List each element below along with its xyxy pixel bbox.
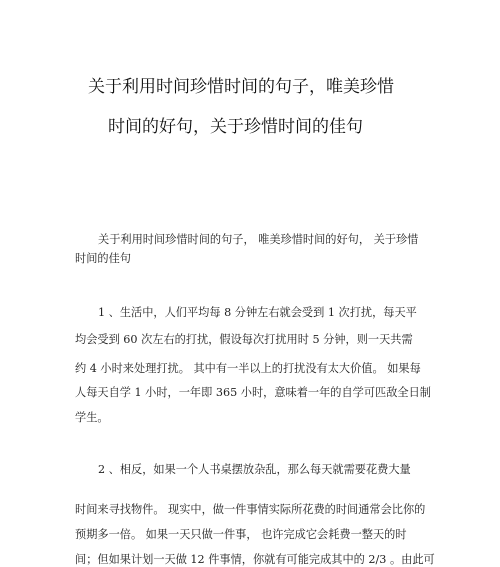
paragraph-1-line-3: 约 4 小时来处理打扰。 其中有一半以上的打扰没有太大价值。 如果每 bbox=[75, 362, 421, 375]
intro-line-1: 关于利用时间珍惜时间的句子， 唯美珍惜时间的好句， 关于珍惜 bbox=[98, 233, 419, 246]
document-title-line-1: 关于利用时间珍惜时间的句子，唯美珍惜 bbox=[88, 77, 394, 97]
paragraph-2-line-3: 预期多一倍。 如果一天只做一件事， 也许完成它会耗费一整天的时 bbox=[75, 528, 407, 541]
paragraph-2-line-4: 间；但如果计划一天做 12 件事情，你就有可能完成其中的 2/3 。由此可 bbox=[75, 553, 435, 566]
paragraph-1-line-4: 人每天自学 1 小时，一年即 365 小时，意味着一年的自学可匹敌全日制 bbox=[75, 386, 431, 399]
intro-line-2: 时间的佳句 bbox=[75, 252, 131, 265]
paragraph-2-line-2: 时间来寻找物件。 现实中，做一件事情实际所花费的时间通常会比你的 bbox=[75, 503, 426, 516]
paragraph-1-line-1: 1 、生活中，人们平均每 8 分钟左右就会受到 1 次打扰，每天平 bbox=[98, 306, 417, 319]
document-title-line-2: 时间的好句，关于珍惜时间的佳句 bbox=[108, 117, 363, 137]
paragraph-1-line-2: 均会受到 60 次左右的打扰，假设每次打扰用时 5 分钟，则一天共需 bbox=[75, 333, 413, 346]
paragraph-1-line-5: 学生。 bbox=[75, 411, 109, 424]
paragraph-2-line-1: 2 、相反，如果一个人书桌摆放杂乱，那么每天就需要花费大量 bbox=[98, 463, 411, 476]
